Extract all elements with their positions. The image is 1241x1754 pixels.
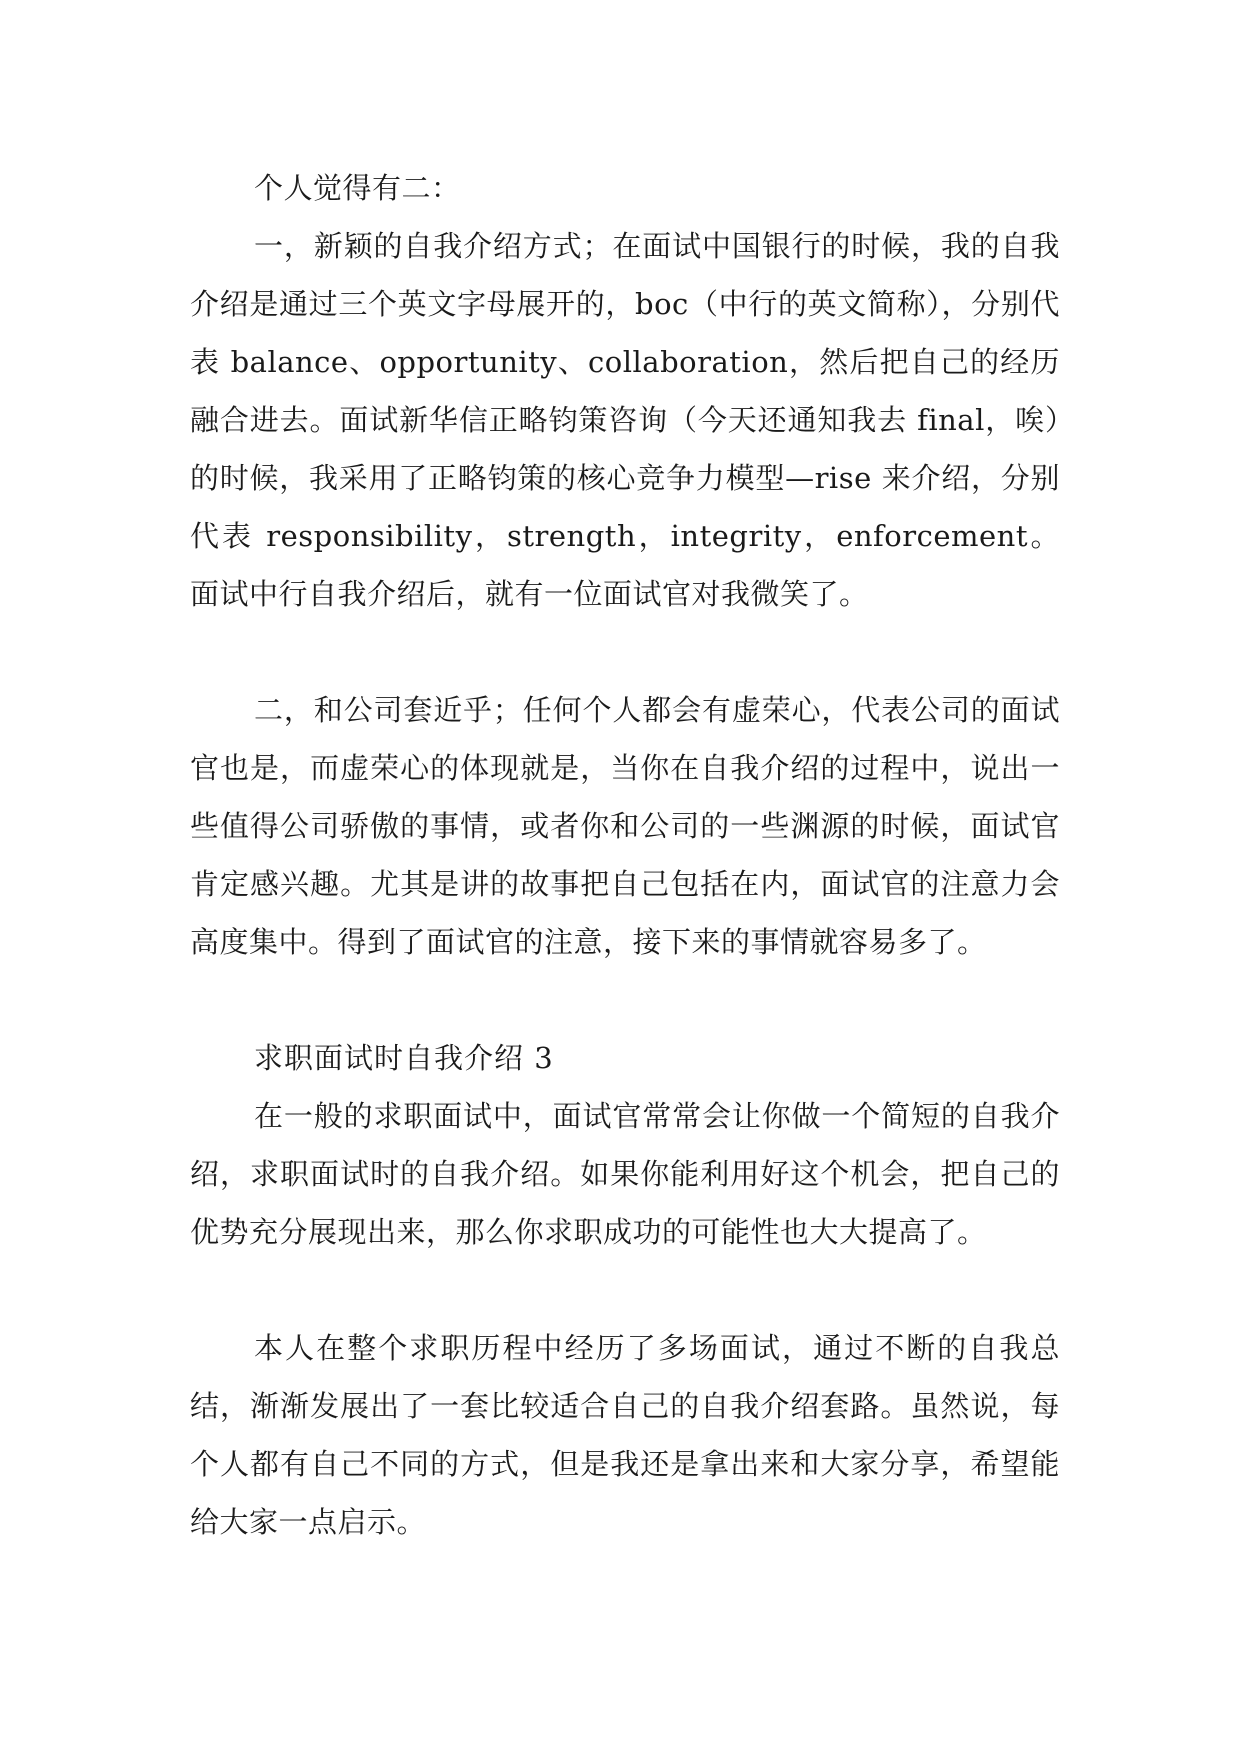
- intro-line: 个人觉得有二：: [254, 171, 461, 205]
- body-paragraph-2: 二，和公司套近乎；任何个人都会有虚荣心，代表公司的面试官也是，而虚荣心的体现就是，当你在自我介绍的过程中，说出一些值得公司骄傲的事情，或者你和公司的一些渊源的时候，面试官肯定感兴趣。尤其是讲的故事把自己包括在内，面试官的注意力会高度集中。得到了面试官的注意，接下来的事情就容易多了。: [190, 693, 1060, 959]
- body-paragraph-3: 在一般的求职面试中，面试官常常会让你做一个简短的自我介绍，求职面试时的自我介绍。如果你能利用好这个机会，把自己的优势充分展现出来，那么你求职成功的可能性也大大提高了。: [190, 1099, 1060, 1249]
- section-heading: 求职面试时自我介绍 3: [254, 1041, 554, 1075]
- body-paragraph-4: 本人在整个求职历程中经历了多场面试，通过不断的自我总结，渐渐发展出了一套比较适合自己的自我介绍套路。虽然说，每个人都有自己不同的方式，但是我还是拿出来和大家分享，希望能给大家一点启示。: [190, 1331, 1060, 1539]
- body-paragraph-1: 一，新颖的自我介绍方式；在面试中国银行的时候，我的自我介绍是通过三个英文字母展开的，boc（中行的英文简称），分别代表 balance、opportunity、collaboration，然后把自己的经历融合进去。面试新华信正略钧策咨询（今天还通知我去 final，唉）的时候，我采用了正略钧策的核心竞争力模型—rise 来介绍，分别代表 responsibility，strength，integrity，enforcement。面试中行自我介绍后，就有一位面试官对我微笑了。: [190, 229, 1060, 611]
